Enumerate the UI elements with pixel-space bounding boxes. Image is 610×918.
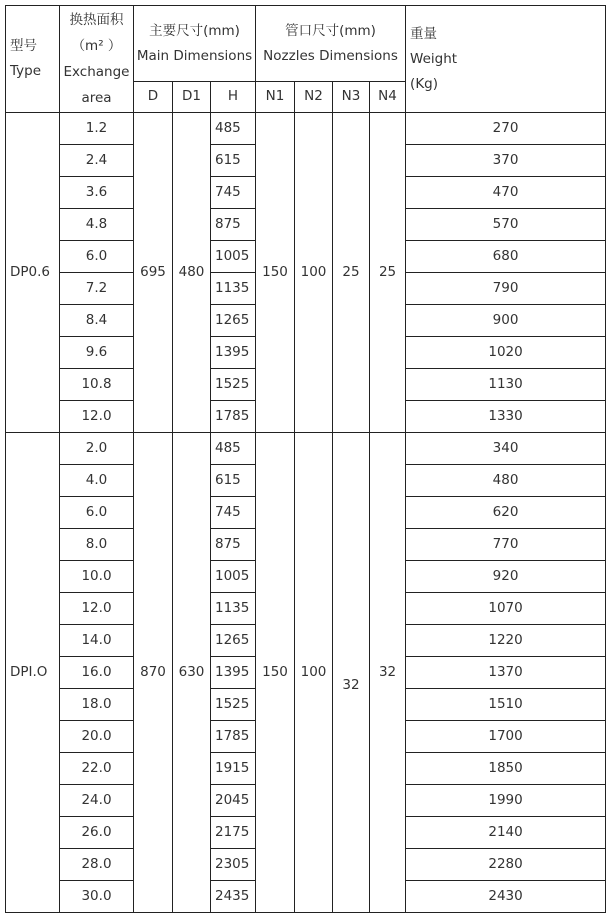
main-dimensions-en: Main Dimensions: [136, 47, 253, 64]
weight-cell: 370: [406, 145, 606, 177]
area-cell: 24.0: [60, 785, 134, 817]
weight-cell: 620: [406, 497, 606, 529]
weight-cell: 2430: [406, 881, 606, 913]
header-row-1: [6, 6, 606, 82]
weight-cell: 1370: [406, 657, 606, 689]
h-cell: 1265: [211, 625, 256, 657]
area-cell: 30.0: [60, 881, 134, 913]
area-cell: 4.0: [60, 465, 134, 497]
type-header-en: Type: [10, 63, 42, 79]
area-cell: 14.0: [60, 625, 134, 657]
col-header-n3: N3: [333, 82, 370, 113]
weight-cell: 480: [406, 465, 606, 497]
n1-cell: 150: [256, 433, 295, 913]
n2-cell: 100: [295, 113, 333, 433]
type-header-cn: 型号: [10, 38, 37, 54]
n3-cell: 25: [333, 113, 370, 433]
type-header: [6, 6, 60, 113]
weight-header-unit: (Kg): [410, 75, 439, 92]
main-dimensions-header: [134, 6, 256, 82]
type-cell: DPI.O: [6, 433, 60, 913]
weight-cell: 680: [406, 241, 606, 273]
weight-cell: 470: [406, 177, 606, 209]
h-cell: 2305: [211, 849, 256, 881]
weight-cell: 2280: [406, 849, 606, 881]
weight-cell: 1990: [406, 785, 606, 817]
area-cell: 26.0: [60, 817, 134, 849]
area-cell: 12.0: [60, 593, 134, 625]
d-cell: 870: [134, 433, 173, 913]
n2-cell: 100: [295, 433, 333, 913]
area-cell: 20.0: [60, 721, 134, 753]
nozzles-dimensions-cn: 管口尺寸(mm): [285, 22, 376, 39]
nozzles-dimensions-header: [256, 6, 406, 82]
h-cell: 1265: [211, 305, 256, 337]
h-cell: 2175: [211, 817, 256, 849]
h-cell: 1785: [211, 401, 256, 433]
weight-cell: 270: [406, 113, 606, 145]
h-cell: 745: [211, 177, 256, 209]
col-header-d: D: [134, 82, 173, 113]
area-cell: 6.0: [60, 497, 134, 529]
area-cell: 9.6: [60, 337, 134, 369]
weight-cell: 920: [406, 561, 606, 593]
weight-cell: 770: [406, 529, 606, 561]
area-cell: 10.8: [60, 369, 134, 401]
h-cell: 1525: [211, 689, 256, 721]
weight-cell: 900: [406, 305, 606, 337]
n3-cell: 32: [333, 433, 370, 913]
h-cell: 745: [211, 497, 256, 529]
d-cell: 695: [134, 113, 173, 433]
area-cell: 7.2: [60, 273, 134, 305]
weight-cell: 1330: [406, 401, 606, 433]
col-header-h: H: [211, 82, 256, 113]
h-cell: 485: [211, 433, 256, 465]
weight-cell: 1020: [406, 337, 606, 369]
area-cell: 2.4: [60, 145, 134, 177]
weight-cell: 1070: [406, 593, 606, 625]
weight-cell: 2140: [406, 817, 606, 849]
h-cell: 1525: [211, 369, 256, 401]
h-cell: 2435: [211, 881, 256, 913]
h-cell: 485: [211, 113, 256, 145]
n4-cell: 32: [370, 433, 406, 913]
h-cell: 615: [211, 145, 256, 177]
h-cell: 1395: [211, 337, 256, 369]
spec-table: [5, 5, 606, 913]
h-cell: 1395: [211, 657, 256, 689]
h-cell: 615: [211, 465, 256, 497]
area-cell: 6.0: [60, 241, 134, 273]
nozzles-dimensions-en: Nozzles Dimensions: [263, 47, 398, 64]
main-dimensions-cn: 主要尺寸(mm): [149, 22, 240, 39]
area-cell: 1.2: [60, 113, 134, 145]
area-header-unit: （m² ）: [71, 38, 122, 54]
col-header-n4: N4: [370, 82, 406, 113]
n1-cell: 150: [256, 113, 295, 433]
weight-cell: 570: [406, 209, 606, 241]
weight-cell: 1850: [406, 753, 606, 785]
area-cell: 12.0: [60, 401, 134, 433]
h-cell: 1005: [211, 561, 256, 593]
weight-header-en: Weight: [410, 50, 458, 67]
weight-cell: 340: [406, 433, 606, 465]
weight-cell: 1700: [406, 721, 606, 753]
h-cell: 1135: [211, 593, 256, 625]
weight-cell: 1220: [406, 625, 606, 657]
area-header-en1: Exchange: [63, 64, 130, 80]
area-cell: 22.0: [60, 753, 134, 785]
area-cell: 8.0: [60, 529, 134, 561]
h-cell: 2045: [211, 785, 256, 817]
area-cell: 16.0: [60, 657, 134, 689]
area-header-cn: 换热面积: [69, 12, 124, 28]
h-cell: 1005: [211, 241, 256, 273]
weight-header: [406, 6, 606, 113]
area-cell: 28.0: [60, 849, 134, 881]
col-header-n1: N1: [256, 82, 295, 113]
area-header: [60, 6, 134, 113]
d1-cell: 630: [173, 433, 211, 913]
area-cell: 2.0: [60, 433, 134, 465]
h-cell: 1785: [211, 721, 256, 753]
h-cell: 875: [211, 209, 256, 241]
h-cell: 875: [211, 529, 256, 561]
d1-cell: 480: [173, 113, 211, 433]
weight-cell: 790: [406, 273, 606, 305]
table-body: [6, 113, 606, 913]
n4-cell: 25: [370, 113, 406, 433]
col-header-d1: D1: [173, 82, 211, 113]
area-cell: 3.6: [60, 177, 134, 209]
weight-cell: 1130: [406, 369, 606, 401]
col-header-n2: N2: [295, 82, 333, 113]
h-cell: 1135: [211, 273, 256, 305]
area-cell: 4.8: [60, 209, 134, 241]
table-row: [6, 433, 606, 465]
area-cell: 10.0: [60, 561, 134, 593]
weight-header-cn: 重量: [410, 25, 438, 42]
area-cell: 18.0: [60, 689, 134, 721]
area-cell: 8.4: [60, 305, 134, 337]
weight-cell: 1510: [406, 689, 606, 721]
area-header-en2: area: [81, 90, 112, 106]
h-cell: 1915: [211, 753, 256, 785]
table-row: [6, 113, 606, 145]
type-cell: DP0.6: [6, 113, 60, 433]
